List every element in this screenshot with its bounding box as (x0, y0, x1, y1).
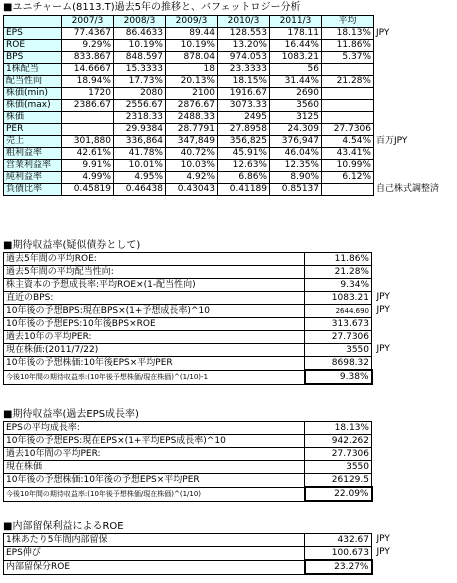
history-cell: 18.15% (218, 76, 270, 88)
bond-return-row (4, 370, 372, 384)
history-cell: 16.44% (270, 40, 322, 52)
history-cell: 45.91% (218, 148, 270, 160)
bond-return-label: 過去10年の平均PER: (4, 331, 305, 344)
t1-unit-label: JPY (376, 27, 390, 38)
t4-unit-label: JPY (376, 546, 390, 557)
history-cell: 0.46438 (114, 184, 166, 196)
eps-return-value: 3550 (305, 461, 372, 474)
history-cell (322, 100, 374, 112)
history-cell: 3125 (270, 112, 322, 124)
eps-return-row (4, 435, 372, 448)
history-cell: 11.86% (322, 40, 374, 52)
history-cell: 376,947 (270, 136, 322, 148)
history-cell: 1083.21 (270, 52, 322, 64)
history-cell: 77.4367 (62, 28, 114, 40)
eps-return-label: 10年後の予想株価:10年後の予想EPS×平均PER (4, 474, 305, 488)
bond-return-value: 313.673 (305, 318, 372, 331)
history-header-cell: 2010/3 (218, 16, 270, 28)
history-row-label: 粗利益率 (4, 148, 62, 160)
retained-roe-label: 内部留保分ROE (4, 560, 305, 574)
history-cell (322, 88, 374, 100)
history-cell: 46.04% (270, 148, 322, 160)
retained-roe-value: 432.67 (305, 534, 372, 547)
history-cell: 24.309 (270, 124, 322, 136)
history-row-label: 株価 (4, 112, 62, 124)
retained-earnings-roe-table (3, 533, 373, 575)
eps-return-value: 22.09% (305, 487, 372, 501)
history-cell: 2080 (114, 88, 166, 100)
history-cell (322, 112, 374, 124)
history-cell: 4.99% (62, 172, 114, 184)
eps-return-value: 18.13% (305, 422, 372, 435)
history-cell: 9.91% (62, 160, 114, 172)
history-cell: 0.41189 (218, 184, 270, 196)
bond-return-row (4, 292, 372, 305)
history-header-cell (4, 16, 62, 28)
bond-return-row (4, 331, 372, 344)
history-cell: 31.44% (270, 76, 322, 88)
history-cell: 6.86% (218, 172, 270, 184)
history-row (4, 136, 374, 148)
history-row-label: EPS (4, 28, 62, 40)
eps-return-label: 過去10年間の平均PER: (4, 448, 305, 461)
history-cell: 1720 (62, 88, 114, 100)
bond-return-row (4, 357, 372, 371)
t2-unit-label: JPY (376, 291, 390, 302)
history-cell: 2690 (270, 88, 322, 100)
history-cell: 0.45819 (62, 184, 114, 196)
history-cell: 4.95% (114, 172, 166, 184)
bond-return-row (4, 266, 372, 279)
history-row (4, 28, 374, 40)
bond-return-value: 9.34% (305, 279, 372, 292)
history-row (4, 40, 374, 52)
history-cell: 3560 (270, 100, 322, 112)
eps-return-value: 26129.5 (305, 474, 372, 488)
bond-return-row (4, 305, 372, 318)
history-row-label: 売上 (4, 136, 62, 148)
history-cell: 2100 (166, 88, 218, 100)
history-cell: 5.37% (322, 52, 374, 64)
retained-roe-label: EPS伸び (4, 547, 305, 561)
history-cell (62, 112, 114, 124)
bond-return-label: 10年後の予想BPS:現在BPS×(1+予想成長率)^10 (4, 305, 305, 318)
eps-return-row (4, 474, 372, 488)
history-row (4, 100, 374, 112)
history-header-cell: 平均 (322, 16, 374, 28)
history-cell: 178.11 (270, 28, 322, 40)
history-cell: 10.19% (166, 40, 218, 52)
history-cell: 4.54% (322, 136, 374, 148)
t2-unit-label: JPY (376, 343, 390, 354)
history-cell: 28.7791 (166, 124, 218, 136)
bond-return-row (4, 318, 372, 331)
eps-return-label: 今後10年間の期待収益率:(10年後予想株価/現在株価)^(1/10) (4, 487, 305, 501)
history-cell (322, 184, 374, 196)
history-cell: 10.19% (114, 40, 166, 52)
bond-return-label: 株主資本の予想成長率:平均ROE×(1-配当性向) (4, 279, 305, 292)
history-header-cell: 2009/3 (166, 16, 218, 28)
bond-return-label: 現在株価:(2011/7/22) (4, 344, 305, 357)
history-cell (62, 124, 114, 136)
history-cell: 29.9384 (114, 124, 166, 136)
bond-return-row (4, 253, 372, 266)
history-cell: 21.28% (322, 76, 374, 88)
retained-roe-value: 23.27% (305, 560, 372, 574)
bond-return-value: 27.7306 (305, 331, 372, 344)
history-cell: 23.3333 (218, 64, 270, 76)
bond-return-row (4, 344, 372, 357)
history-cell: 848.597 (114, 52, 166, 64)
history-row (4, 88, 374, 100)
history-row (4, 160, 374, 172)
history-row (4, 52, 374, 64)
eps-return-label: 10年後の予想EPS:現在EPS×(1+平均EPS成長率)^10 (4, 435, 305, 448)
eps-return-value: 27.7306 (305, 448, 372, 461)
history-cell: 2488.33 (166, 112, 218, 124)
history-cell: 128.553 (218, 28, 270, 40)
eps-return-row (4, 461, 372, 474)
bond-return-value: 21.28% (305, 266, 372, 279)
history-cell: 6.12% (322, 172, 374, 184)
history-row-label: 営業利益率 (4, 160, 62, 172)
eps-return-row (4, 422, 372, 435)
eps-return-row (4, 487, 372, 501)
bond-return-label: 過去5年間の平均配当性向: (4, 266, 305, 279)
bond-return-label: 10年後の予想EPS:10年後BPS×ROE (4, 318, 305, 331)
history-cell: 18.13% (322, 28, 374, 40)
retained-roe-row (4, 534, 372, 547)
history-cell (322, 64, 374, 76)
history-cell: 18 (166, 64, 218, 76)
history-cell: 9.29% (62, 40, 114, 52)
history-row-label: ROE (4, 40, 62, 52)
history-cell: 833.867 (62, 52, 114, 64)
history-cell: 13.20% (218, 40, 270, 52)
t1-unit-label: 自己株式調整済 (376, 183, 440, 194)
history-cell: 10.99% (322, 160, 374, 172)
history-cell: 15.3333 (114, 64, 166, 76)
history-cell: 1916.67 (218, 88, 270, 100)
history-row-label: PER (4, 124, 62, 136)
history-row (4, 112, 374, 124)
history-cell: 89.44 (166, 28, 218, 40)
history-row-label: 純利益率 (4, 172, 62, 184)
bond-return-label: 過去5年間の平均ROE: (4, 253, 305, 266)
eps-return-label: 現在株価 (4, 461, 305, 474)
history-row (4, 124, 374, 136)
history-cell: 336,864 (114, 136, 166, 148)
section4-title: ■内部留保利益によるROE (3, 521, 124, 532)
t4-unit-label: JPY (376, 533, 390, 544)
eps-return-label: EPSの平均成長率: (4, 422, 305, 435)
bond-return-value: 3550 (305, 344, 372, 357)
history-cell: 2386.67 (62, 100, 114, 112)
bond-return-row (4, 279, 372, 292)
history-cell: 974.053 (218, 52, 270, 64)
history-header-cell: 2007/3 (62, 16, 114, 28)
history-row-label: 株価(min) (4, 88, 62, 100)
history-cell: 20.13% (166, 76, 218, 88)
history-cell: 0.43043 (166, 184, 218, 196)
bond-return-value: 2644.690 (305, 305, 372, 318)
history-cell: 27.8958 (218, 124, 270, 136)
history-cell: 356,825 (218, 136, 270, 148)
history-cell: 41.78% (114, 148, 166, 160)
eps-return-row (4, 448, 372, 461)
history-cell: 2495 (218, 112, 270, 124)
retained-roe-row (4, 547, 372, 561)
history-cell: 17.73% (114, 76, 166, 88)
history-cell: 878.04 (166, 52, 218, 64)
history-row-label: 株価(max) (4, 100, 62, 112)
bond-return-label: 直近のBPS: (4, 292, 305, 305)
history-header-cell: 2008/3 (114, 16, 166, 28)
bond-return-value: 11.86% (305, 253, 372, 266)
bond-return-value: 8698.32 (305, 357, 372, 371)
history-cell: 86.4633 (114, 28, 166, 40)
history-cell: 8.90% (270, 172, 322, 184)
t1-unit-label: 百万JPY (376, 135, 408, 146)
history-row (4, 64, 374, 76)
history-cell: 40.72% (166, 148, 218, 160)
history-cell: 27.7306 (322, 124, 374, 136)
history-cell: 14.6667 (62, 64, 114, 76)
history-cell: 2318.33 (114, 112, 166, 124)
expected-return-bond-table (3, 252, 373, 385)
history-row (4, 172, 374, 184)
history-cell: 10.01% (114, 160, 166, 172)
history-cell: 10.03% (166, 160, 218, 172)
expected-return-eps-table (3, 421, 373, 502)
history-row-label: 1株配当 (4, 64, 62, 76)
history-cell: 2876.67 (166, 100, 218, 112)
history-cell: 12.35% (270, 160, 322, 172)
bond-return-value: 1083.21 (305, 292, 372, 305)
history-cell: 43.41% (322, 148, 374, 160)
history-cell: 3073.33 (218, 100, 270, 112)
history-row-label: BPS (4, 52, 62, 64)
history-cell: 42.61% (62, 148, 114, 160)
bond-return-value: 9.38% (305, 370, 372, 384)
history-cell: 4.92% (166, 172, 218, 184)
history-row (4, 148, 374, 160)
history-cell: 0.85137 (270, 184, 322, 196)
history-row-label: 負債比率 (4, 184, 62, 196)
eps-return-value: 942.262 (305, 435, 372, 448)
retained-roe-row (4, 560, 372, 574)
bond-return-label: 10年後の予想株価:10年後EPS×平均PER (4, 357, 305, 371)
bond-return-label: 今後10年間の期待収益率:(10年後予想株価/現在株価)^(1/10)-1 (4, 370, 305, 384)
history-cell: 2556.67 (114, 100, 166, 112)
history-cell: 12.63% (218, 160, 270, 172)
section3-title: ■期待収益率(過去EPS成長率) (3, 409, 139, 420)
history-row (4, 76, 374, 88)
history-cell: 347,849 (166, 136, 218, 148)
history-row (4, 184, 374, 196)
section2-title: ■期待収益率(疑似債券として) (3, 240, 141, 251)
t2-unit-label: JPY (376, 304, 390, 315)
history-cell: 18.94% (62, 76, 114, 88)
history-header-cell: 2011/3 (270, 16, 322, 28)
history-cell: 56 (270, 64, 322, 76)
history-row-label: 配当性向 (4, 76, 62, 88)
history-table (3, 15, 374, 196)
retained-roe-label: 1株あたり5年間内部留保 (4, 534, 305, 547)
history-cell: 301,880 (62, 136, 114, 148)
retained-roe-value: 100.673 (305, 547, 372, 561)
history-header-row (4, 16, 374, 28)
page-title: ■ユニチャーム(8113.T)過去5年の推移と、バフェットロジー分析 (3, 2, 301, 13)
